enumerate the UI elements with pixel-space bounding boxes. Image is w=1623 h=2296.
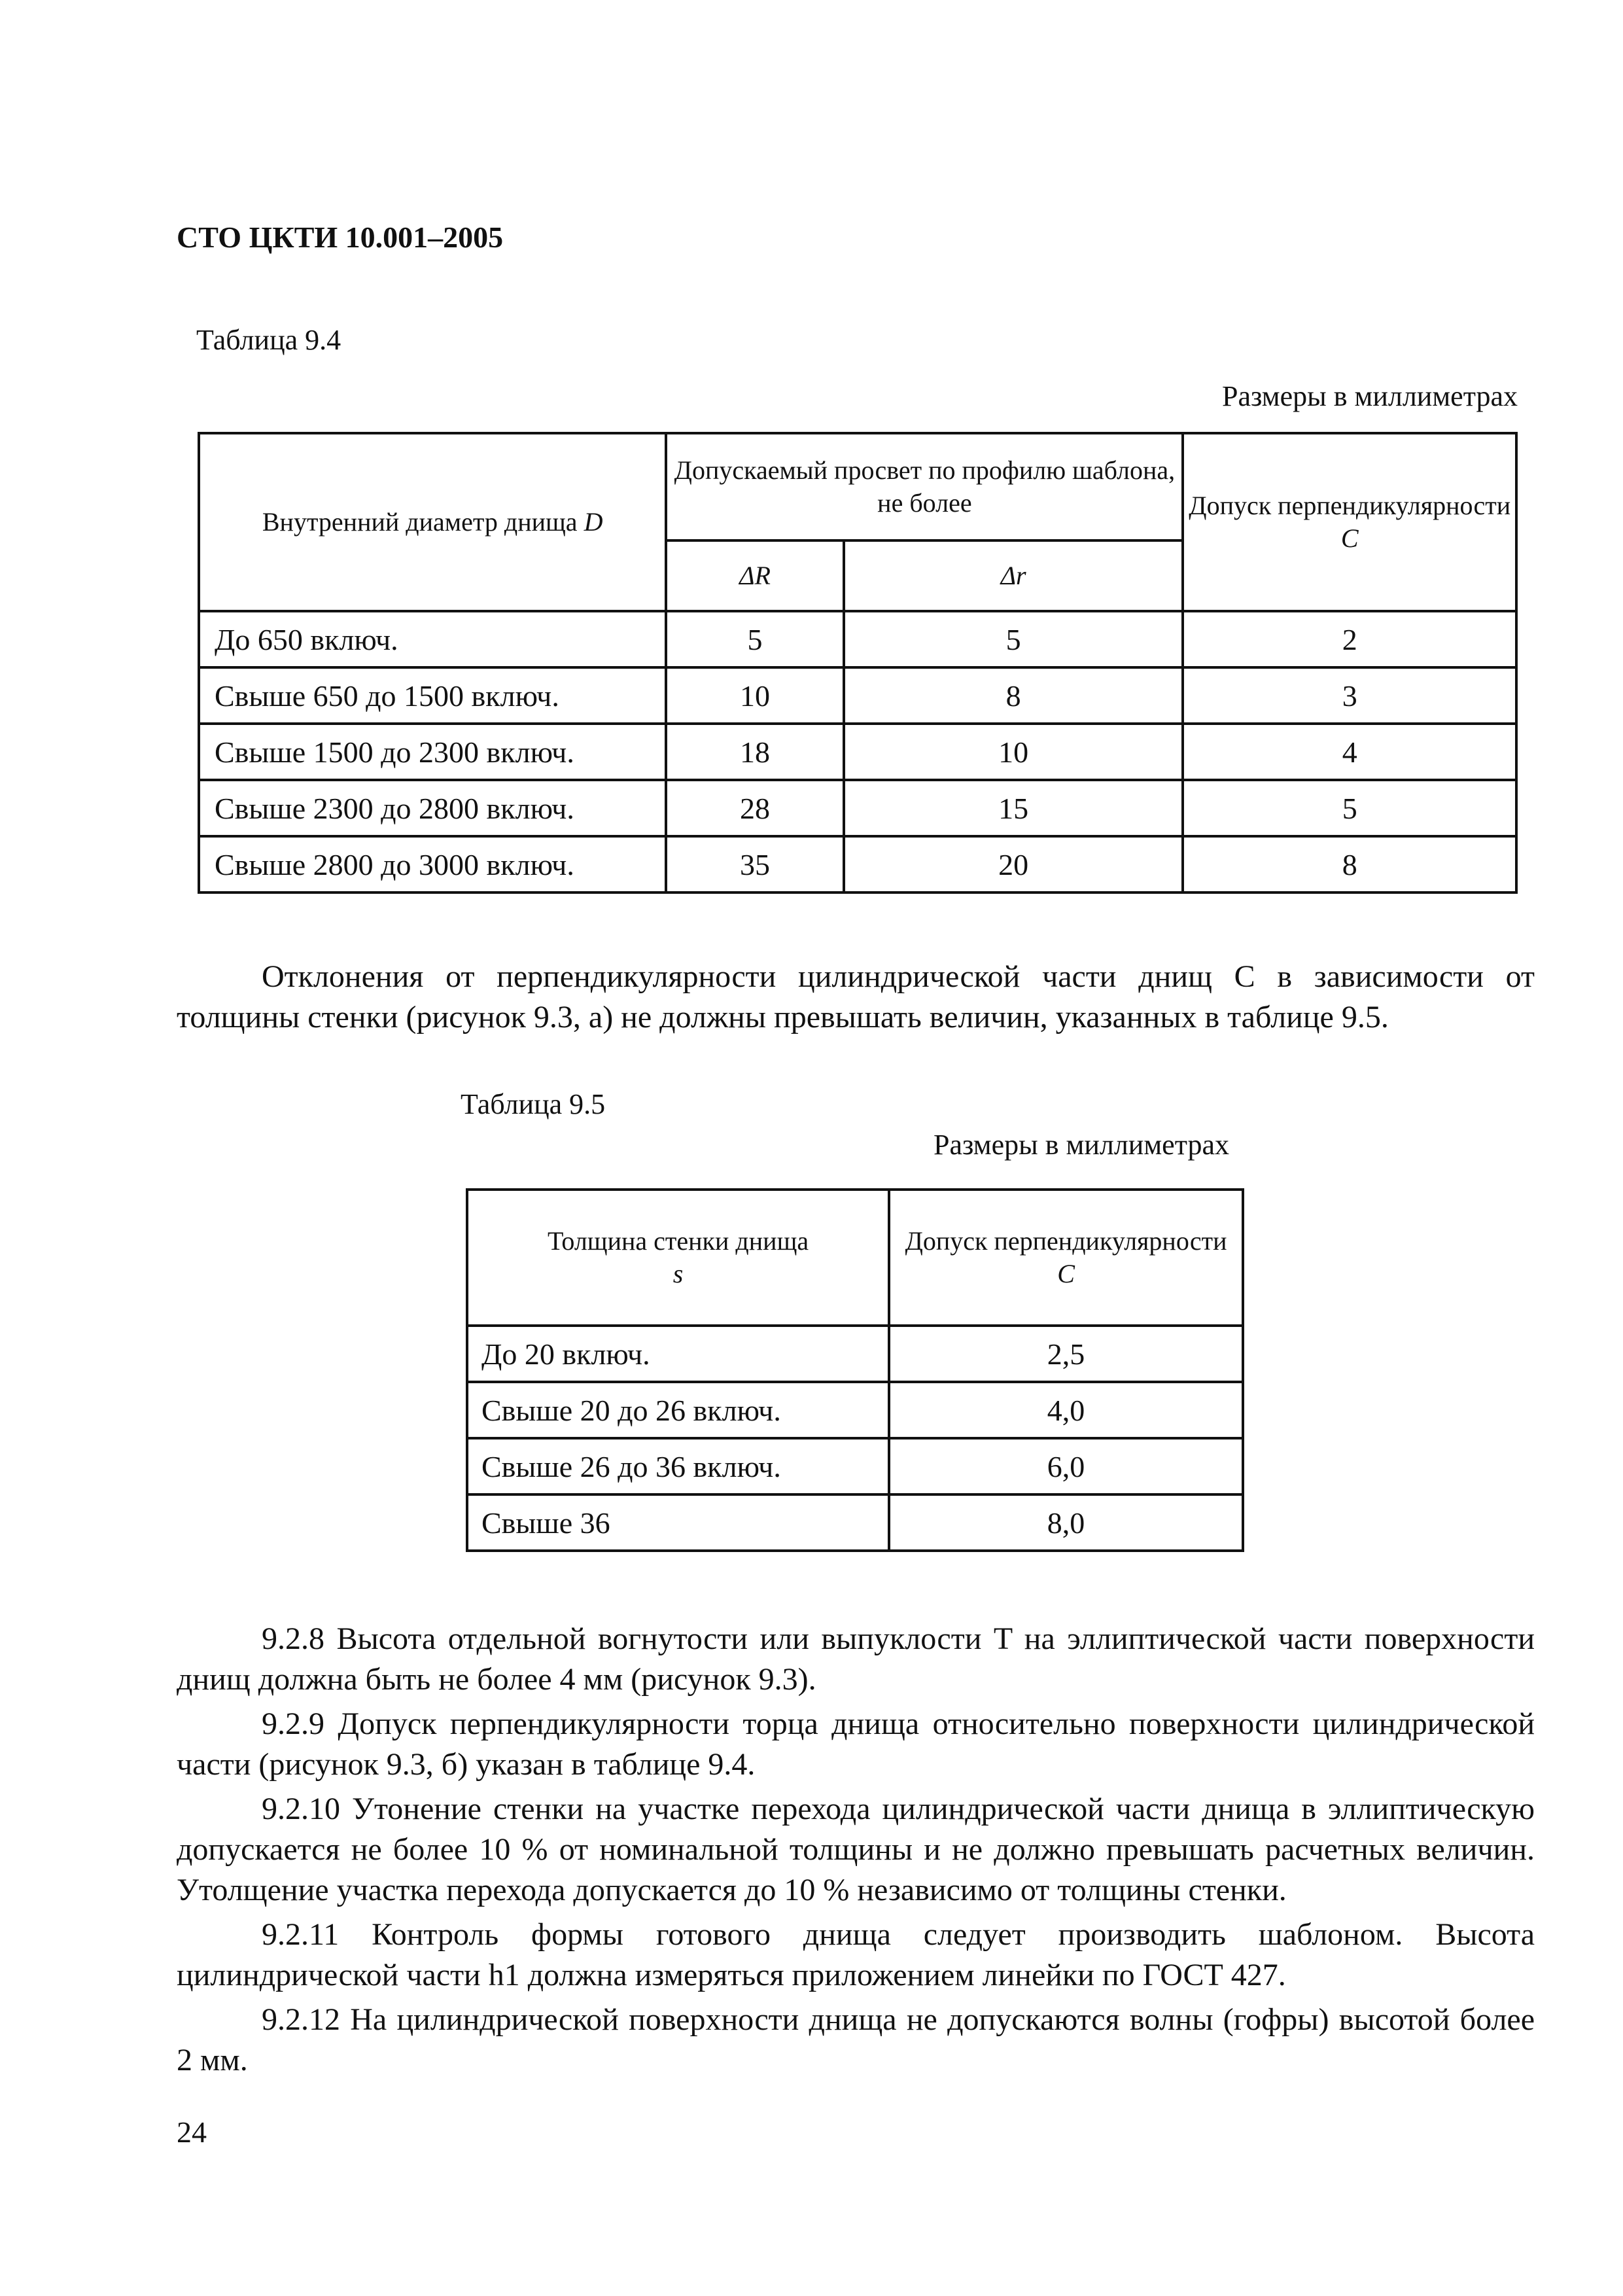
table-row [199,836,1516,892]
header-gap-label: Допускаемый просвет по профилю шаблона, не более [674,455,1176,518]
document-header: СТО ЦКТИ 10.001–2005 [177,221,504,254]
paragraph-9-2-9: 9.2.9 Допуск перпендикулярности торца днища относительно поверхности цилиндрической части (рисунок 9.3, б) указан в таблице 9.4. [177,1706,1535,1782]
paragraph-9-2-10: 9.2.10 Утонение стенки на участке перехода цилиндрической части днища в эллиптическую допускается не более 10 % от номинальной толщины и не должно превышать расчетных величин. Утолщение участка перехода допускается до 10 % независимо от толщины стенки. [177,1792,1535,1907]
table-9-5-caption: Таблица 9.5 [461,1088,606,1120]
row-range: Свыше 1500 до 2300 включ. [199,724,666,780]
header-diameter-label: Внутренний диаметр днища [262,507,578,537]
row-c: 6,0 [889,1438,1243,1494]
table-9-4-units: Размеры в миллиметрах [1222,380,1518,412]
row-dr: 10 [844,724,1183,780]
header-delta-R [666,540,843,611]
page-number: 24 [177,2115,207,2149]
header-perp-label: Допуск перпендикулярности [905,1226,1227,1256]
header-perp [889,1190,1243,1326]
paragraph-9-2-11: 9.2.11 Контроль формы готового днища следует производить шаблоном. Высота цилиндрической части h1 должна измеряться приложением линейки по ГОСТ 427. [177,1917,1535,1992]
table-row [467,1438,1243,1494]
table-row [467,1326,1243,1382]
header-diameter [199,433,666,611]
header-gap [666,433,1183,540]
row-range: Свыше 26 до 36 включ. [467,1438,889,1494]
row-dR: 28 [666,780,843,836]
header-perp-symbol: C [1057,1259,1075,1288]
row-dR: 18 [666,724,843,780]
row-c: 4,0 [889,1382,1243,1438]
row-c: 2 [1183,611,1516,667]
row-dR: 5 [666,611,843,667]
header-delta-r [844,540,1183,611]
table-row [199,611,1516,667]
table-9-4 [198,432,1518,894]
row-c: 3 [1183,667,1516,724]
row-dR: 10 [666,667,843,724]
row-c: 8,0 [889,1494,1243,1551]
table-row [467,1382,1243,1438]
row-dr: 8 [844,667,1183,724]
header-perp [1183,433,1516,611]
header-delta-R-label: ΔR [739,561,771,590]
table-row [199,667,1516,724]
table-9-5-units: Размеры в миллиметрах [934,1129,1229,1161]
row-dr: 20 [844,836,1183,892]
table-9-5 [466,1188,1244,1552]
row-range: Свыше 650 до 1500 включ. [199,667,666,724]
row-dr: 15 [844,780,1183,836]
row-range: Свыше 2800 до 3000 включ. [199,836,666,892]
row-c: 2,5 [889,1326,1243,1382]
paragraph-9-2-8: 9.2.8 Высота отдельной вогнутости или выпуклости T на эллиптической части поверхности днищ должна быть не более 4 мм (рисунок 9.3). [177,1621,1535,1697]
table-row [467,1494,1243,1551]
table-row [199,780,1516,836]
row-dR: 35 [666,836,843,892]
row-c: 5 [1183,780,1516,836]
paragraph-9-2-12: 9.2.12 На цилиндрической поверхности днища не допускаются волны (гофры) высотой более 2 мм. [177,2002,1535,2077]
row-range: До 650 включ. [199,611,666,667]
header-thickness-label: Толщина стенки днища [547,1226,809,1256]
row-range: До 20 включ. [467,1326,889,1382]
paragraph-intro: Отклонения от перпендикулярности цилиндрической части днищ C в зависимости от толщины стенки (рисунок 9.3, а) не должны превышать величин, указанных в таблице 9.5. [177,959,1535,1034]
header-thickness-symbol: s [672,1259,684,1288]
row-range: Свыше 2300 до 2800 включ. [199,780,666,836]
row-dr: 5 [844,611,1183,667]
header-thickness [467,1190,889,1326]
row-range: Свыше 36 [467,1494,889,1551]
row-c: 8 [1183,836,1516,892]
header-diameter-symbol: D [584,507,603,537]
row-c: 4 [1183,724,1516,780]
table-9-4-caption: Таблица 9.4 [196,324,341,356]
header-perp-label: Допуск перпендикулярности [1189,491,1511,520]
row-range: Свыше 20 до 26 включ. [467,1382,889,1438]
header-perp-symbol: C [1340,523,1359,553]
header-delta-r-label: Δr [1000,561,1026,590]
table-row [199,724,1516,780]
